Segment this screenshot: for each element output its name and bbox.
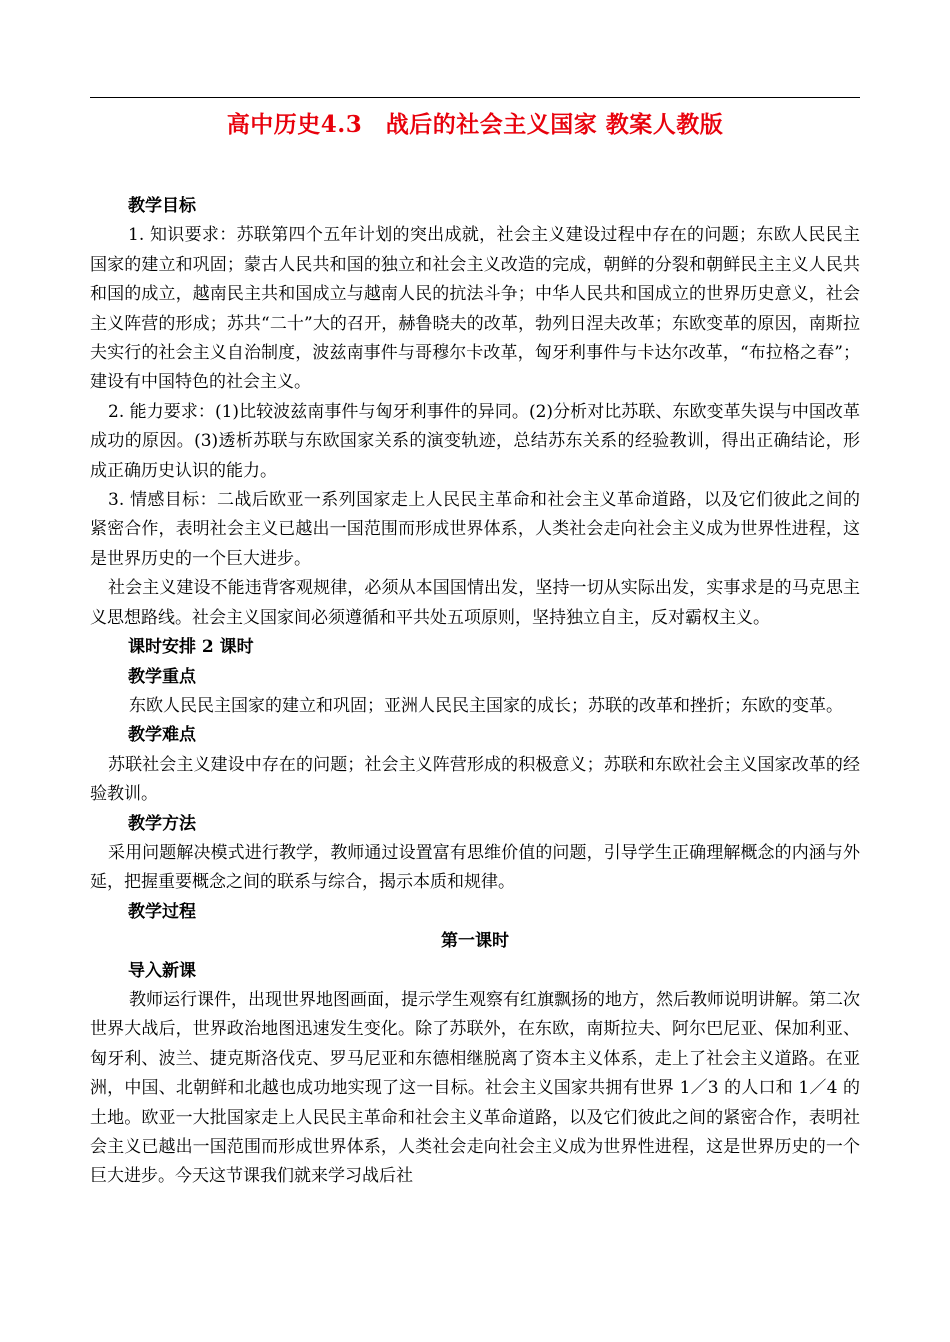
key-points-text: 东欧人民民主国家的建立和巩固；亚洲人民民主国家的成长；苏联的改革和挫折；东欧的变革。: [129, 695, 843, 716]
intro-text: 教师运行课件，出现世界地图画面，提示学生观察有红旗飘扬的地方，然后教师说明讲解。第二次世界大战后，世界政治地图迅速发生变化。除了苏联外，在东欧，南斯拉夫、阿尔巴尼亚、保加利亚、匈牙利、波兰、捷克斯洛伐克、罗马尼亚和东德相继脱离了资本主义体系，走上了社会主义道路。在亚洲，中国、北朝鲜和北越也成功地实现了这一目标。社会主义国家共拥有世界 1／3 的人口和 1／4 的土地。欧亚一大批国家走上人民民主革命和社会主义革命道路，以及它们彼此之间的紧密合作，表明社会主义已越出一国范围而形成世界体系，人类社会走向社会主义成为世界性进程，这是世界历史的一个巨大进步。今天这节课我们就来学习战后社: [90, 989, 860, 1187]
schedule-heading: 课时安排 2 课时: [128, 637, 254, 658]
lesson-one-heading: 第一课时: [441, 931, 509, 952]
goals-knowledge: 1. 知识要求：苏联第四个五年计划的突出成就，社会主义建设过程中存在的问题；东欧人民民主国家的建立和巩固；蒙古人民共和国的独立和社会主义改造的完成，朝鲜的分裂和朝鲜民主主义人民共和国的成立，越南民主共和国成立与越南人民的抗法斗争；中华人民共和国成立的世界历史意义，社会主义阵营的形成；苏共“二十”大的召开，赫鲁晓夫的改革，勃列日涅夫改革；东欧变革的原因，南斯拉夫实行的社会主义自治制度，波兹南事件与哥穆尔卡改革，匈牙利事件与卡达尔改革，“布拉格之春”；建设有中国特色的社会主义。: [90, 225, 860, 393]
goals-ability: 2. 能力要求：(1)比较波兹南事件与匈牙利事件的异同。(2)分析对比苏联、东欧变革失误与中国改革成功的原因。(3)透析苏联与东欧国家关系的演变轨迹，总结苏东关系的经验教训，得出正确结论，形成正确历史认识的能力。: [90, 401, 860, 481]
key-points-heading: 教学重点: [128, 666, 196, 687]
difficulty-text: 苏联社会主义建设中存在的问题；社会主义阵营形成的积极意义；苏联和东欧社会主义国家改革的经验教训。: [90, 754, 860, 805]
process-heading: 教学过程: [128, 901, 196, 922]
intro-heading: 导入新课: [128, 960, 196, 981]
header-rule: [90, 97, 860, 98]
goals-emotion: 3. 情感目标：二战后欧亚一系列国家走上人民民主革命和社会主义革命道路，以及它们彼此之间的紧密合作，表明社会主义已越出一国范围而形成世界体系，人类社会走向社会主义成为世界性进程，这是世界历史的一个巨大进步。: [90, 490, 860, 569]
goals-extra: 社会主义建设不能违背客观规律，必须从本国国情出发，坚持一切从实际出发，实事求是的马克思主义思想路线。社会主义国家间必须遵循和平共处五项原则，坚持独立自主，反对霸权主义。: [90, 578, 860, 628]
method-text: 采用问题解决模式进行教学，教师通过设置富有思维价值的问题，引导学生正确理解概念的内涵与外延，把握重要概念之间的联系与综合，揭示本质和规律。: [90, 842, 860, 893]
document-body: [90, 192, 860, 1192]
goals-heading: 教学目标: [128, 196, 196, 216]
method-heading: 教学方法: [128, 813, 196, 834]
difficulty-heading: 教学难点: [128, 725, 196, 746]
document-title: 高中历史4.3 战后的社会主义国家 教案人教版: [226, 111, 724, 138]
